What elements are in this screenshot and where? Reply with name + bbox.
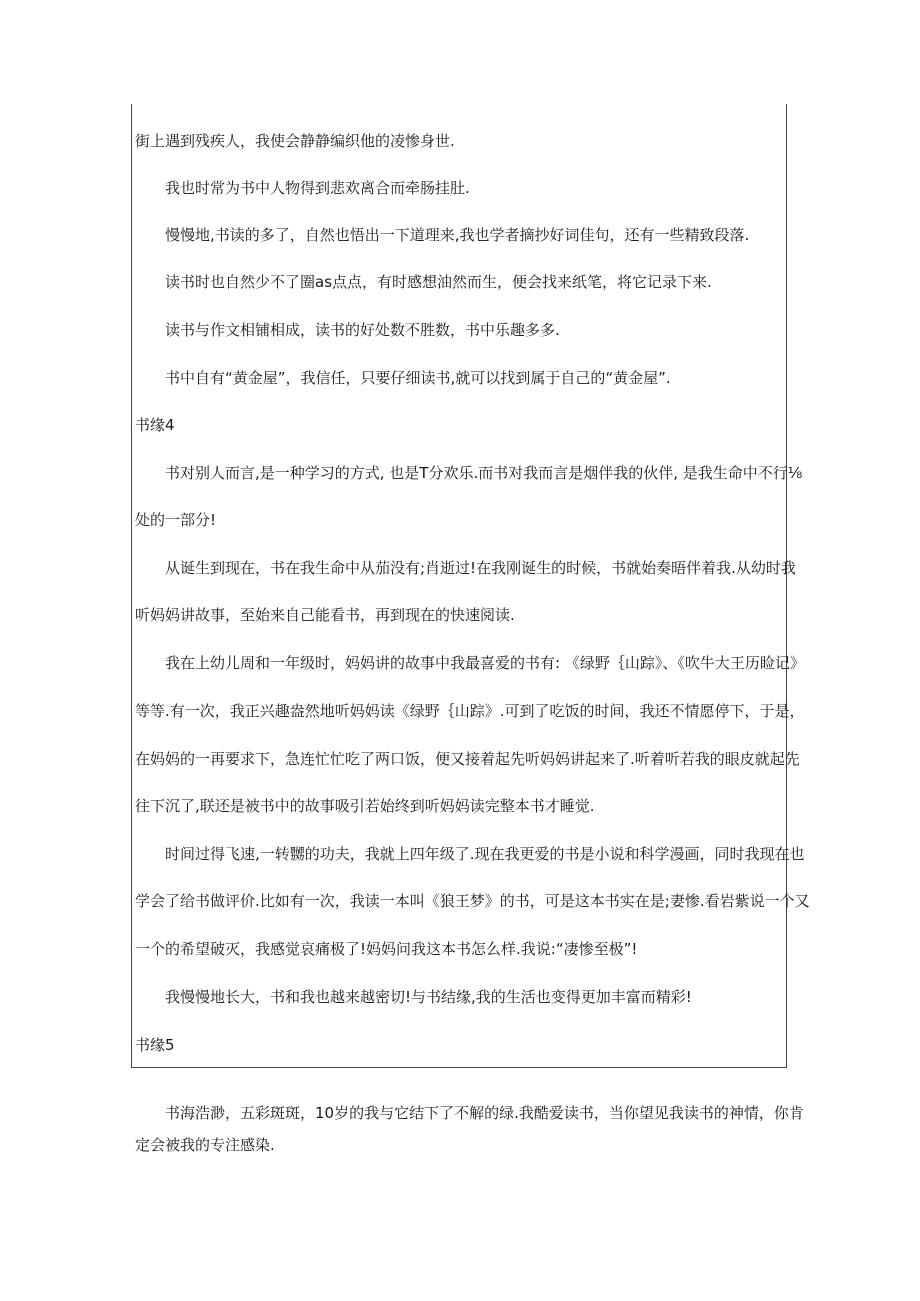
paragraph-line: 定会被我的专注感染. [135,1136,275,1154]
paragraph-line: 慢慢地,书读的多了，自然也悟出一下道理来,我也学者摘抄好词佳句，还有一些精致段落. [165,226,750,244]
paragraph-line: 书海浩渺，五彩斑斑，10岁的我与它结下了不解的绿.我酷爱读书，当你望见我读书的神情，你肯 [165,1104,804,1122]
paragraph-line: 时间过得飞速,一转嬲的功夫，我就上四年级了.现在我更爱的书是小说和科学漫画，同时我现在也 [165,845,805,863]
paragraph-line: 等等.有一次，我正兴趣盎然地听妈妈读《绿野｛山踪》.可到了吃饭的时间，我还不情愿停下，于是， [135,702,805,720]
paragraph-line: 学会了给书做评价.比如有一次，我读一本叫《狼王梦》的书，可是这本书实在是;妻惨.看岩紫说一个又 [135,892,810,910]
paragraph-line: 我慢慢地长大，书和我也越来越密切!与书结缘,我的生活也变得更加丰富而精彩! [165,988,692,1006]
paragraph-line: 听妈妈讲故事，至始来自己能看书，再到现在的快速阅读. [135,606,515,624]
paragraph-line: 读书与作文相铺相成，读书的好处数不胜数，书中乐趣多多. [165,321,560,339]
paragraph-line: 往下沉了,联还是被书中的故事吸引若始终到听妈妈读完整本书才睡觉. [135,797,595,815]
table-cell-frame [131,104,787,1068]
paragraph-line: 街上遇到残疾人，我使会静静编织他的凌惨身世. [135,132,455,150]
paragraph-line: 一个的希望破灭，我感觉哀痛极了!妈妈问我这本书怎么样.我说:“凄惨至极”! [135,940,638,958]
paragraph-line: 处的一部分! [135,511,217,529]
paragraph-line: 从诞生到现在，书在我生命中从茄没有;肖逝过!在我刚诞生的时候，书就始奏晤伴着我.从幼时我 [165,559,796,577]
paragraph-line: 书对别人而言,是一种学习的方式, 也是T分欢乐.而书对我而言是烟伴我的伙伴, 是我生命中不行⅛ [165,464,803,482]
paragraph-line: 我在上幼儿周和一年级时，妈妈讲的故事中我最喜爱的书有: 《绿野｛山踪》、《吹牛大王历睑记》 [165,654,805,672]
paragraph-line: 在妈妈的一再要求下，急连忙忙吃了两口饭，便又接着起先听妈妈讲起来了.听着听若我的眼皮就起先 [135,750,800,768]
section-heading: 书缘5 [135,1036,175,1054]
paragraph-line: 书中自有“黄金屋”，我信任，只要仔细读书,就可以找到属于自己的“黄金屋”. [165,369,671,387]
paragraph-line: 读书时也自然少不了圈as点点，有时感想油然而生，便会找来纸笔，将它记录下来. [165,273,712,291]
section-heading: 书缘4 [135,416,175,434]
paragraph-line: 我也时常为书中人物得到悲欢离合而牵肠挂肚. [165,179,470,197]
